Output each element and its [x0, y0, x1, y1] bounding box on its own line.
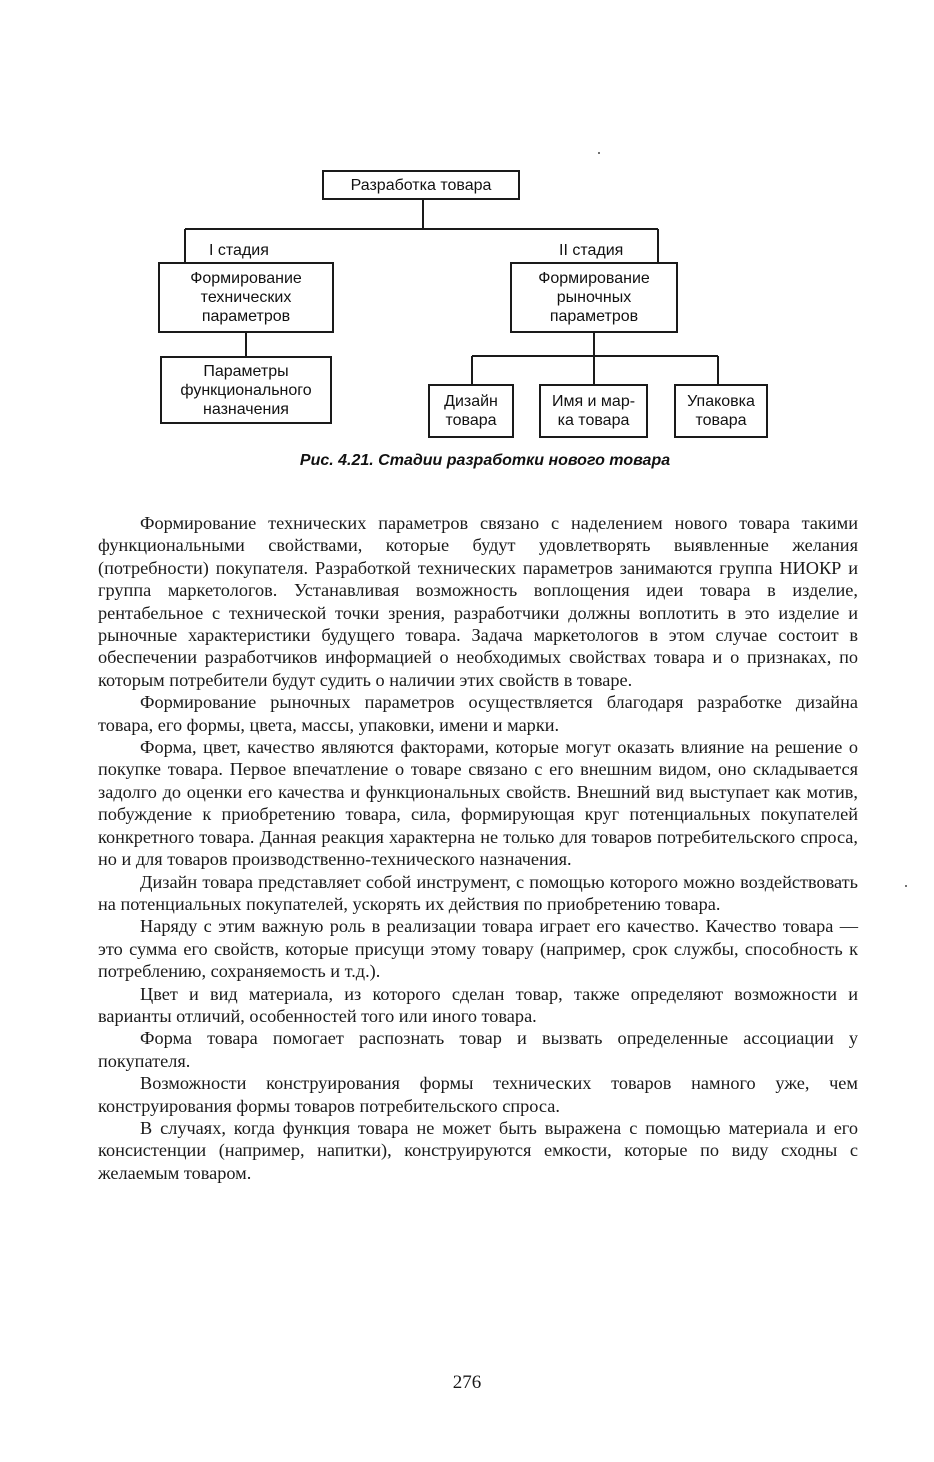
paragraph: Форма, цвет, качество являются факторами, которые могут оказать влияние на решение о покупке товара. Первое впечатление о товаре связано с его внешним видом, оно складывается задолго до оценки его качества и функциональных свойств. Внешний вид выступает как мотив, побуждение к приобретению товара, сила, формирующая круг потенциальных покупателей конкретного товара. Данная реакция характерна не только для товаров потребительского спроса, но и для товаров производственно-технического назначения.: [98, 737, 858, 870]
stage1-child-box: Параметры функционального назначения: [160, 356, 332, 424]
stage1-label: I стадия: [209, 242, 269, 259]
design-box: Дизайн товара: [428, 384, 514, 438]
paragraph: В случаях, когда функция товара не может быть выражена с помощью материала и его консистенции (например, напитки), конструируются емкости, которые по виду сходны с желаемым товаром.: [98, 1117, 858, 1183]
stage1-box: Формирование технических параметров: [158, 262, 334, 333]
packaging-box: Упаковка товара: [674, 384, 768, 438]
name-brand-box: Имя и мар- ка товара: [539, 384, 648, 438]
root-box: Разработка товара: [322, 170, 520, 200]
paragraph: Формирование рыночных параметров осуществляется благодаря разработке дизайна товара, его формы, цвета, массы, упаковки, имени и марки.: [98, 692, 858, 735]
stage2-box: Формирование рыночных параметров: [510, 262, 678, 333]
figure-caption: Рис. 4.21. Стадии разработки нового товара: [299, 452, 671, 469]
stage2-label: II стадия: [559, 242, 624, 259]
scan-speck: [598, 152, 600, 154]
paragraph: Формирование технических параметров связано с наделением нового товара такими функциональными свойствами, которые будут удовлетворять выявленные желания (потребности) покупателя. Разработкой технических параметров занимаются группа НИОКР и группа маркетологов. Устанавливая возможность воплощения идеи товара в изделие, рентабельное с технической точки зрения, разработчики должны воплотить в это изделие и рыночные характеристики будущего товара. Задача маркетологов в этом случае состоит в обеспечении разработчиков информацией о необходимых свойствах товара и о признаках, по которым потребители будут судить о наличии этих свойств в товаре.: [98, 513, 858, 690]
paragraph: Цвет и вид материала, из которого сделан товар, также определяют возможности и варианты отличий, особенностей того или иного товара.: [98, 983, 858, 1026]
page-number: 276: [452, 1372, 482, 1393]
scan-speck: [905, 885, 907, 887]
paragraph: Форма товара помогает распознать товар и вызвать определенные ассоциации у покупателя.: [98, 1028, 858, 1071]
paragraph: Дизайн товара представляет собой инструмент, с помощью которого можно воздействовать на потенциальных покупателей, ускорять их действия по приобретению товара.: [98, 871, 858, 914]
body-text: [98, 512, 858, 1184]
product-development-diagram: [0, 0, 934, 470]
paragraph: Наряду с этим важную роль в реализации товара играет его качество. Качество товара — это сумма его свойств, которые присущи этому товару (например, срок службы, способность к потреблению, сохраняемость и т.д.).: [98, 916, 858, 982]
paragraph: Возможности конструирования формы технических товаров намного уже, чем конструирования формы товаров потребительского спроса.: [98, 1073, 858, 1116]
